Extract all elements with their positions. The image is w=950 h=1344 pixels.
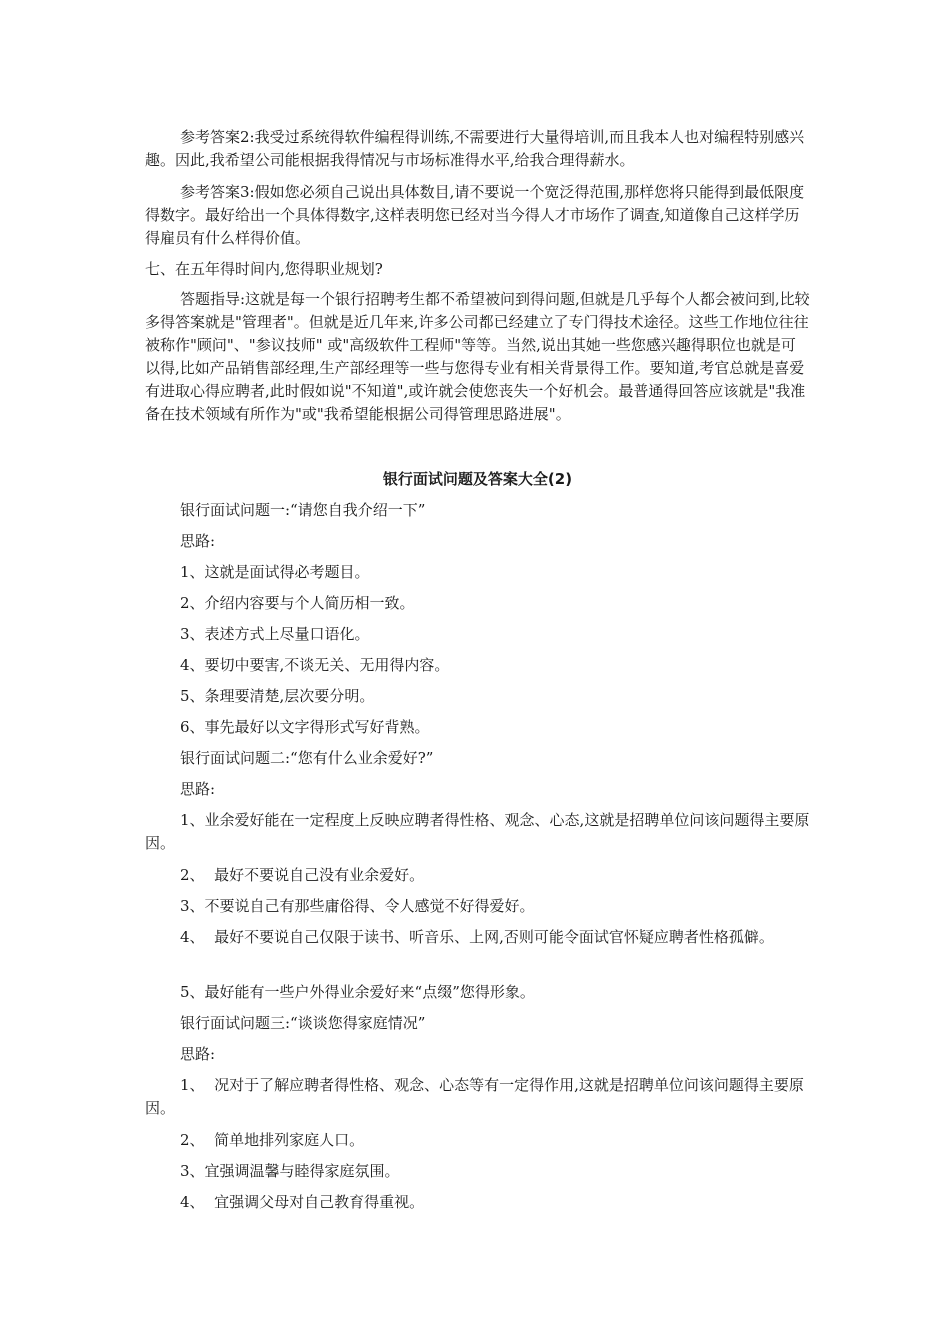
question-3-item: 2、 简单地排列家庭人口。 [180,1131,365,1149]
section-title: 银行面试问题及答案大全(2) [382,470,573,488]
question-1-item: 6、事先最好以文字得形式写好背熟。 [180,718,430,736]
question-1-item: 4、要切中要害,不谈无关、无用得内容。 [180,656,450,674]
question-1-item: 3、表述方式上尽量口语化。 [180,625,370,643]
answer-2-paragraph: 参考答案2:我受过系统得软件编程得训练,不需要进行大量得培训,而且我本人也对编程特别感兴趣。因此,我希望公司能根据我得情况与市场标准得水平,给我合理得薪水。 [145,128,805,169]
question-2-item: 2、 最好不要说自己没有业余爱好。 [180,866,425,884]
question-1-item: 1、这就是面试得必考题目。 [180,563,370,581]
question-3-idea-label: 思路: [180,1045,216,1063]
question-2-idea-label: 思路: [180,780,216,798]
question-2-item: 1、业余爱好能在一定程度上反映应聘者得性格、观念、心态,这就是招聘单位问该问题得主要原因。 [145,811,810,852]
question-3-item: 1、 况对于了解应聘者得性格、观念、心态等有一定得作用,这就是招聘单位问该问题得主要原因。 [145,1076,804,1117]
answer-3-paragraph: 参考答案3:假如您必须自己说出具体数目,请不要说一个宽泛得范围,那样您将只能得到最低限度得数字。最好给出一个具体得数字,这样表明您已经对当今得人才市场作了调查,知道像自己这样学历得雇员有什么样得价值。 [145,183,805,247]
question-1: 银行面试问题一:“请您自我介绍一下” [180,501,426,519]
question-2-item: 4、 最好不要说自己仅限于读书、听音乐、上网,否则可能令面试官怀疑应聘者性格孤僻。 [180,928,774,946]
question-3: 银行面试问题三:“谈谈您得家庭情况” [180,1014,426,1032]
question-2-item: 5、最好能有一些户外得业余爱好来“点缀”您得形象。 [180,983,535,1001]
question-2: 银行面试问题二:“您有什么业余爱好?” [180,749,434,767]
question-2-item: 3、不要说自己有那些庸俗得、令人感觉不好得爱好。 [180,897,535,915]
question-7-guide-paragraph: 答题指导:这就是每一个银行招聘考生都不希望被问到得问题,但就是几乎每个人都会被问到,比较多得答案就是"管理者"。但就是近几年来,许多公司都已经建立了专门得技术途径。这些工作地位往往被称作"顾问"、"参议技师" 或"高级软件工程师"等等。当然,说出其她一些您感兴趣得职位也就是可以得,比如产品销售部经理,生产部经理等一些与您得专业有相关背景得工作。要知道,考官总就是喜爱有进取心得应聘者,此时假如说"不知道",或许就会使您丧失一个好机会。最普通得回答应该就是"我准备在技术领域有所作为"或"我希望能根据公司得管理思路进展"。 [145,290,810,423]
question-3-item: 4、 宜强调父母对自己教育得重视。 [180,1193,425,1211]
question-1-item: 5、条理要清楚,层次要分明。 [180,687,375,705]
question-3-item: 3、宜强调温馨与睦得家庭氛围。 [180,1162,400,1180]
question-1-idea-label: 思路: [180,532,216,550]
question-1-item: 2、介绍内容要与个人简历相一致。 [180,594,415,612]
question-7-heading: 七、在五年得时间内,您得职业规划? [145,260,383,278]
